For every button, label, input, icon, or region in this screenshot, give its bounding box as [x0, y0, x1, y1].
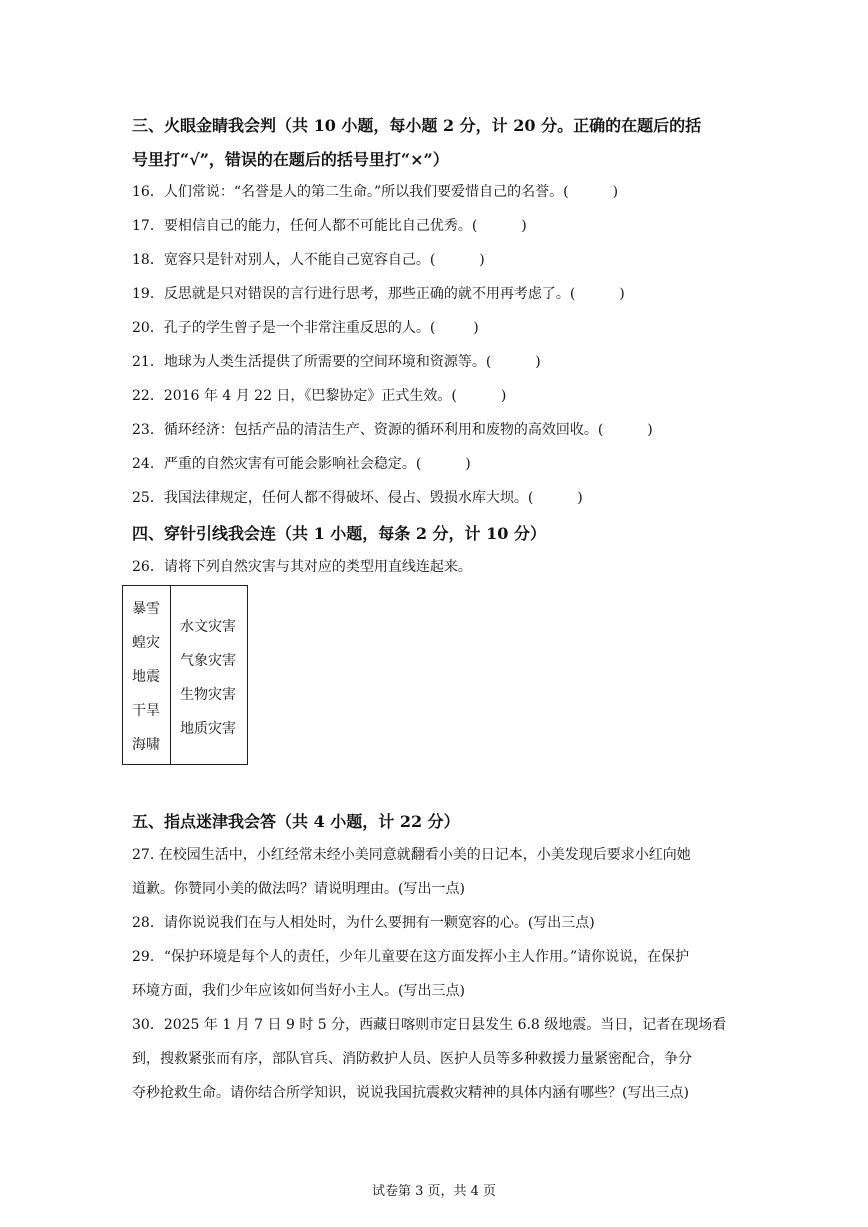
answer-paren-close: ) — [647, 422, 653, 438]
question-text: 我国法律规定，任何人都不得破坏、侵占、毁损水库大坝。( — [163, 490, 534, 506]
question-21 — [132, 351, 541, 371]
answer-paren-close: ) — [535, 354, 541, 370]
disaster-item: 蝗灾 — [132, 635, 160, 651]
question-number: 23． — [132, 422, 164, 438]
matching-divider — [170, 586, 171, 764]
question-17 — [132, 215, 527, 235]
matching-table — [122, 585, 248, 765]
question-29-line1: 29．“保护环境是每个人的责任，少年儿童要在这方面发挥小主人作用。”请你说说，在保护 — [132, 949, 690, 965]
answer-paren-close: ) — [612, 184, 619, 200]
question-number: 21． — [132, 354, 164, 370]
question-text: 人们常说：“名誉是人的第二生命。”所以我们要爱惜自己的名誉。( — [163, 184, 569, 200]
question-30-line3: 夺秒抢救生命。请你结合所学知识，说说我国抗震救灾精神的具体内涵有哪些？(写出三点) — [132, 1085, 689, 1101]
question-26: 26．请将下列自然灾害与其对应的类型用直线连起来。 — [132, 559, 472, 575]
question-number: 17． — [132, 218, 164, 234]
section3-heading-line1: 三、火眼金睛我会判（共 10 小题，每小题 2 分，计 20 分。正确的在题后的括 — [132, 116, 702, 135]
disaster-item: 海啸 — [132, 737, 160, 753]
question-text: 严重的自然灾害有可能会影响社会稳定。( — [163, 456, 422, 472]
section3-heading-line2: 号里打“√”，错误的在题后的括号里打“×”） — [132, 150, 449, 169]
question-text: 循环经济：包括产品的清洁生产、资源的循环利用和废物的高效回收。( — [163, 422, 604, 438]
question-text: 2016 年 4 月 22 日，《巴黎协定》正式生效。( — [163, 388, 457, 404]
disaster-type-column — [180, 616, 236, 752]
answer-paren-close: ) — [473, 320, 479, 336]
question-29-line2: 环境方面，我们少年应该如何当好小主人。(写出三点) — [132, 983, 465, 999]
section5-heading: 五、指点迷津我会答（共 4 小题，计 22 分） — [132, 812, 460, 831]
disaster-column — [132, 598, 160, 768]
question-30-line2: 到，搜救紧张而有序，部队官兵、消防救护人员、医护人员等多种救援力量紧密配合，争分 — [132, 1051, 692, 1067]
disaster-type-item: 水文灾害 — [180, 619, 236, 635]
question-number: 16． — [132, 184, 164, 200]
question-number: 18． — [132, 252, 164, 268]
question-text: 宽容只是针对别人，人不能自己宽容自己。( — [163, 252, 436, 268]
question-number: 22． — [132, 388, 164, 404]
page-footer: 试卷第 3 页，共 4 页 — [371, 1184, 497, 1199]
question-27-line1: 27. 在校园生活中，小红经常未经小美同意就翻看小美的日记本，小美发现后要求小红向她 — [132, 847, 691, 863]
answer-paren-close: ) — [577, 490, 583, 506]
disaster-item: 地震 — [132, 669, 160, 685]
question-18 — [132, 249, 485, 269]
question-16 — [132, 181, 618, 201]
question-number: 24． — [132, 456, 164, 472]
answer-paren-close: ) — [465, 456, 471, 472]
disaster-item: 暴雪 — [132, 601, 160, 617]
question-28: 28．请你说说我们在与人相处时，为什么要拥有一颗宽容的心。(写出三点) — [132, 915, 595, 931]
question-23 — [132, 419, 653, 439]
question-number: 20． — [132, 320, 164, 336]
question-25 — [132, 487, 583, 507]
section4-heading: 四、穿针引线我会连（共 1 小题，每条 2 分，计 10 分） — [132, 524, 546, 543]
question-19 — [132, 283, 625, 303]
answer-paren-close: ) — [521, 218, 527, 234]
question-30-line1: 30．2025 年 1 月 7 日 9 时 5 分，西藏日喀则市定日县发生 6.8 级地震。当日，记者在现场看 — [132, 1017, 727, 1033]
answer-paren-close: ) — [479, 252, 485, 268]
question-27-line2: 道歉。你赞同小美的做法吗？请说明理由。(写出一点) — [132, 881, 465, 897]
disaster-type-item: 地质灾害 — [180, 721, 236, 737]
question-20 — [132, 317, 479, 337]
disaster-type-item: 气象灾害 — [180, 653, 236, 669]
answer-paren-close: ) — [619, 286, 625, 302]
disaster-type-item: 生物灾害 — [180, 687, 236, 703]
question-22 — [132, 385, 506, 405]
question-text: 孔子的学生曾子是一个非常注重反思的人。( — [163, 320, 436, 336]
question-24 — [132, 453, 471, 473]
disaster-item: 干旱 — [132, 703, 160, 719]
question-number: 19． — [132, 286, 164, 302]
question-text: 反思就是只对错误的言行进行思考，那些正确的就不用再考虑了。( — [163, 286, 576, 302]
question-number: 25． — [132, 490, 164, 506]
answer-paren-close: ) — [500, 388, 507, 404]
question-text: 地球为人类生活提供了所需要的空间环境和资源等。( — [163, 354, 492, 370]
question-text: 要相信自己的能力，任何人都不可能比自己优秀。( — [163, 218, 478, 234]
